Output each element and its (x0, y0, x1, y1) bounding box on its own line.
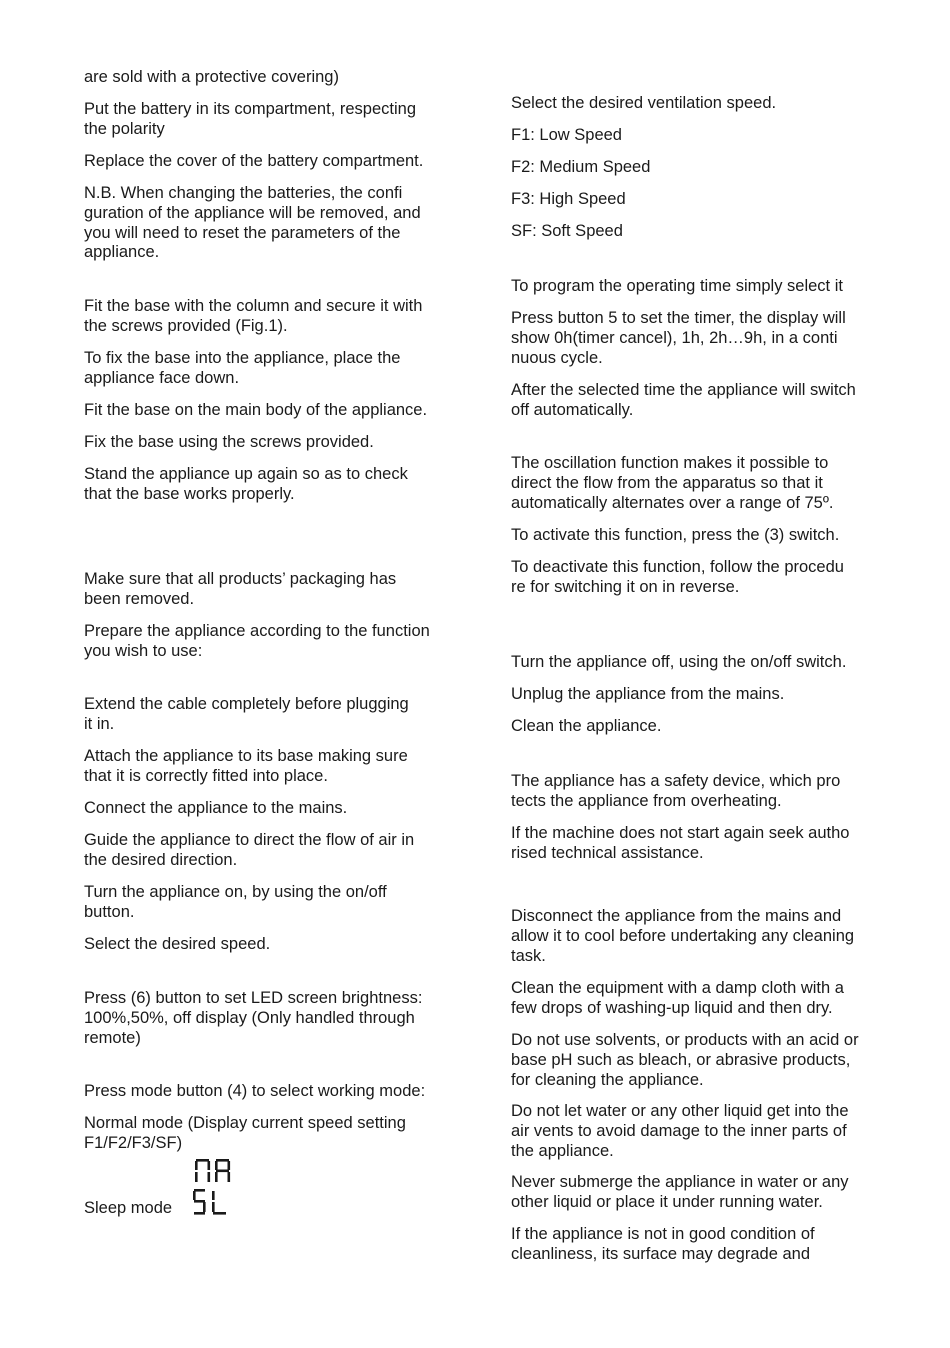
paragraph: Disconnect the appliance from the mains and allow it to cool before undertaking any cleaning task. (511, 907, 855, 965)
paragraph: Select the desired ventilation speed. (511, 94, 777, 112)
paragraph: Select the desired speed. (84, 935, 271, 953)
paragraph: The appliance has a safety device, which pro tects the appliance from overheating. (511, 772, 841, 810)
paragraph: SF: Soft Speed (511, 222, 623, 240)
paragraph: Never submerge the appliance in water or any other liquid or place it under running water. (511, 1173, 849, 1211)
paragraph: Guide the appliance to direct the flow of air in the desired direction. (84, 831, 415, 869)
paragraph: F3: High Speed (511, 190, 626, 208)
paragraph: Fit the base on the main body of the appliance. (84, 401, 428, 419)
paragraph: are sold with a protective covering) (84, 68, 339, 86)
paragraph: F1: Low Speed (511, 126, 622, 144)
paragraph: Sleep mode (84, 1199, 173, 1217)
paragraph: Clean the equipment with a damp cloth with a few drops of washing-up liquid and then dry. (511, 979, 844, 1017)
normal-mode-display-icon (194, 1158, 232, 1184)
paragraph: F2: Medium Speed (511, 158, 651, 176)
paragraph: If the machine does not start again seek autho rised technical assistance. (511, 824, 850, 862)
paragraph: To program the operating time simply select it (511, 277, 843, 295)
paragraph: Turn the appliance off, using the on/off switch. (511, 653, 847, 671)
paragraph: After the selected time the appliance will switch off automatically. (511, 381, 856, 419)
paragraph: Attach the appliance to its base making sure that it is correctly fitted into place. (84, 747, 408, 785)
paragraph: Fix the base using the screws provided. (84, 433, 374, 451)
paragraph: To activate this function, press the (3) switch. (511, 526, 840, 544)
paragraph: To deactivate this function, follow the procedu re for switching it on in reverse. (511, 558, 844, 596)
paragraph: Do not use solvents, or products with an acid or base pH such as bleach, or abrasive products, for cleaning the appliance. (511, 1031, 859, 1089)
paragraph: Replace the cover of the battery compartment. (84, 152, 424, 170)
paragraph: Press (6) button to set LED screen brightness: 100%,50%, off display (Only handled through remote) (84, 989, 423, 1047)
paragraph: Extend the cable completely before plugging it in. (84, 695, 409, 733)
paragraph: Normal mode (Display current speed setting F1/F2/F3/SF) (84, 1114, 406, 1152)
paragraph: If the appliance is not in good condition of cleanliness, its surface may degrade and (511, 1225, 815, 1263)
paragraph: Connect the appliance to the mains. (84, 799, 348, 817)
sleep-mode-display-icon (192, 1188, 230, 1216)
paragraph: Press button 5 to set the timer, the display will show 0h(timer cancel), 1h, 2h…9h, in a conti nuous cycle. (511, 309, 846, 367)
paragraph: Fit the base with the column and secure it with the screws provided (Fig.1). (84, 297, 423, 335)
paragraph: N.B. When changing the batteries, the confi guration of the appliance will be removed, and you will need to reset the parameters of the appliance. (84, 184, 421, 262)
paragraph: Unplug the appliance from the mains. (511, 685, 785, 703)
paragraph: To fix the base into the appliance, place the appliance face down. (84, 349, 401, 387)
paragraph: Clean the appliance. (511, 717, 662, 735)
paragraph: Stand the appliance up again so as to check that the base works properly. (84, 465, 408, 503)
paragraph: Make sure that all products’ packaging has been removed. (84, 570, 397, 608)
paragraph: Press mode button (4) to select working mode: (84, 1082, 426, 1100)
paragraph: The oscillation function makes it possible to direct the flow from the apparatus so that it automatically alternates over a range of 75º. (511, 454, 834, 512)
paragraph: Turn the appliance on, by using the on/off button. (84, 883, 387, 921)
paragraph: Prepare the appliance according to the function you wish to use: (84, 622, 430, 660)
paragraph: Do not let water or any other liquid get into the air vents to avoid damage to the inner parts of the appliance. (511, 1102, 849, 1160)
paragraph: Put the battery in its compartment, respecting the polarity (84, 100, 416, 138)
